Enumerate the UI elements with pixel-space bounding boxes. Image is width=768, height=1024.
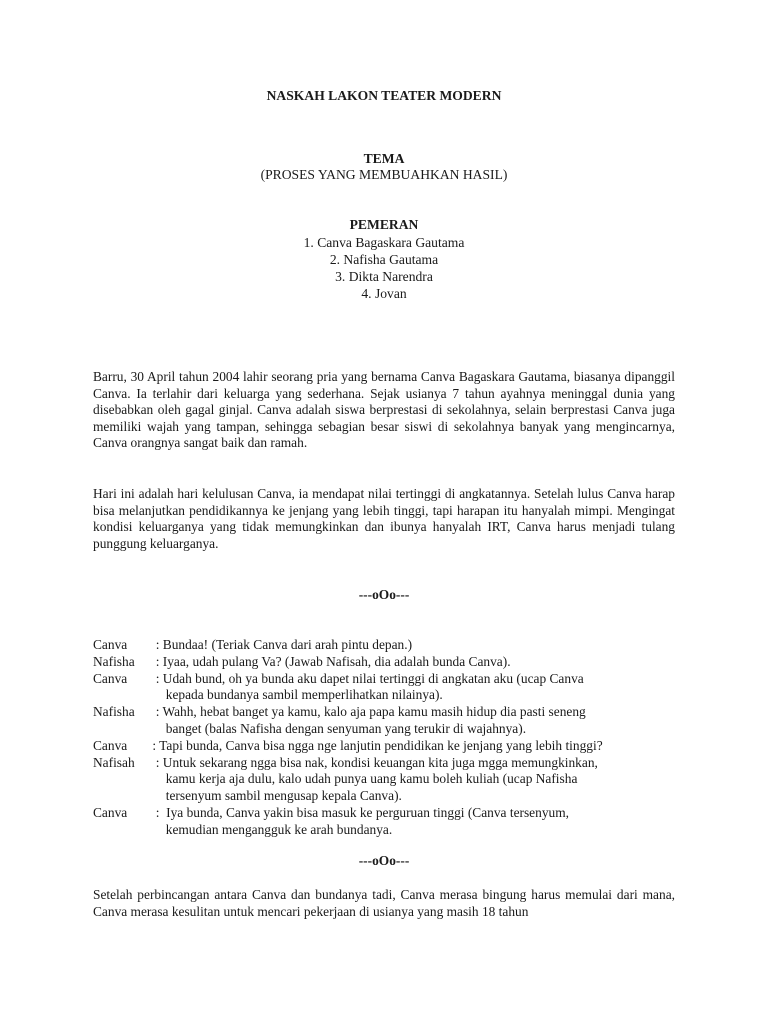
dialog-text: : Wahh, hebat banget ya kamu, kalo aja papa kamu masih hidup dia pasti seneng banget (balas Nafisha dengan senyuman yang terukir di wajahnya). <box>155 704 586 736</box>
cast-item: 4. Jovan <box>361 286 407 301</box>
dialog-text: : Untuk sekarang ngga bisa nak, kondisi keuangan kita juga mgga memungkinkan, kamu kerja aja dulu, kalo udah punya uang kamu boleh kuliah (ucap Nafisha tersenyum sambil mengusap kepala Canva). <box>155 754 598 804</box>
dialog-speaker: Nafisha <box>93 704 135 720</box>
cast-item: 2. Nafisha Gautama <box>329 252 439 267</box>
dialog-line <box>93 637 693 654</box>
dialog-block <box>93 637 693 839</box>
dialog-line <box>93 738 693 755</box>
cast-item: 1. Canva Bagaskara Gautama <box>303 235 465 250</box>
dialog-speaker: Canva <box>93 637 128 652</box>
dialog-text: : Iya bunda, Canva yakin bisa masuk ke perguruan tinggi (Canva tersenyum, kemudian mengangguk ke arah bundanya. <box>155 804 569 837</box>
dialog-speaker: Nafisha <box>93 653 135 669</box>
dialog-line <box>93 805 693 839</box>
dialog-speaker: Canva <box>93 804 128 820</box>
dialog-speaker: Canva <box>93 737 128 753</box>
document-page <box>93 0 675 1024</box>
document-title: NASKAH LAKON TEATER MODERN <box>266 88 502 103</box>
dialog-line <box>93 755 693 805</box>
dialog-speaker: Nafisah <box>93 754 135 770</box>
tema-text: (PROSES YANG MEMBUAHKAN HASIL) <box>260 167 508 182</box>
intro-paragraph: Barru, 30 April tahun 2004 lahir seorang pria yang bernama Canva Bagaskara Gautama, biasanya dipanggil Canva. Ia terlahir dari keluarga yang sederhana. Sejak usianya 7 tahun ayahnya meninggal dunia yang disebabkan oleh gagal ginjal. Canva adalah siswa berprestasi di sekolahnya, selain berprestasi Canva juga memiliki wajah yang tampan, sehingga sebagian besar siswi di sekolahnya banyak yang mengincarnya, Canva orangnya sangat baik dan ramah. <box>93 369 675 451</box>
dialog-text: : Udah bund, oh ya bunda aku dapet nilai tertinggi di angkatan aku (ucap Canva kepada bundanya sambil memperlihatkan nilainya). <box>155 670 584 703</box>
tema-heading: TEMA <box>363 151 405 166</box>
scene-divider: ---oOo--- <box>358 587 410 602</box>
cast-item: 3. Dikta Narendra <box>335 269 433 284</box>
dialog-text: : Iyaa, udah pulang Va? (Jawab Nafisah, dia adalah bunda Canva). <box>149 653 511 669</box>
closing-paragraph: Setelah perbincangan antara Canva dan bundanya tadi, Canva merasa bingung harus memulai dari mana, Canva merasa kesulitan untuk mencari pekerjaan di usianya yang masih 18 tahun <box>93 887 675 919</box>
graduation-paragraph: Hari ini adalah hari kelulusan Canva, ia mendapat nilai tertinggi di angkatannya. Setelah lulus Canva harap bisa melanjutkan pendidikannya ke jenjang yang lebih tinggi, tapi harapan itu hanyalah mimpi. Mengingat kondisi keluarganya yang tidak memungkinkan dan ibunya hanyalah IRT, Canva harus menjadi tulang punggung keluarganya. <box>93 486 675 551</box>
scene-divider: ---oOo--- <box>358 853 410 868</box>
dialog-line <box>93 704 693 738</box>
dialog-text: : Tapi bunda, Canva bisa ngga nge lanjutin pendidikan ke jenjang yang lebih tinggi? <box>149 737 603 753</box>
cast-list <box>93 234 675 302</box>
dialog-speaker: Canva <box>93 670 128 686</box>
dialog-line <box>93 654 693 671</box>
dialog-text: : Bundaa! (Teriak Canva dari arah pintu depan.) <box>149 637 413 652</box>
pemeran-heading: PEMERAN <box>349 217 419 232</box>
dialog-line <box>93 671 693 705</box>
